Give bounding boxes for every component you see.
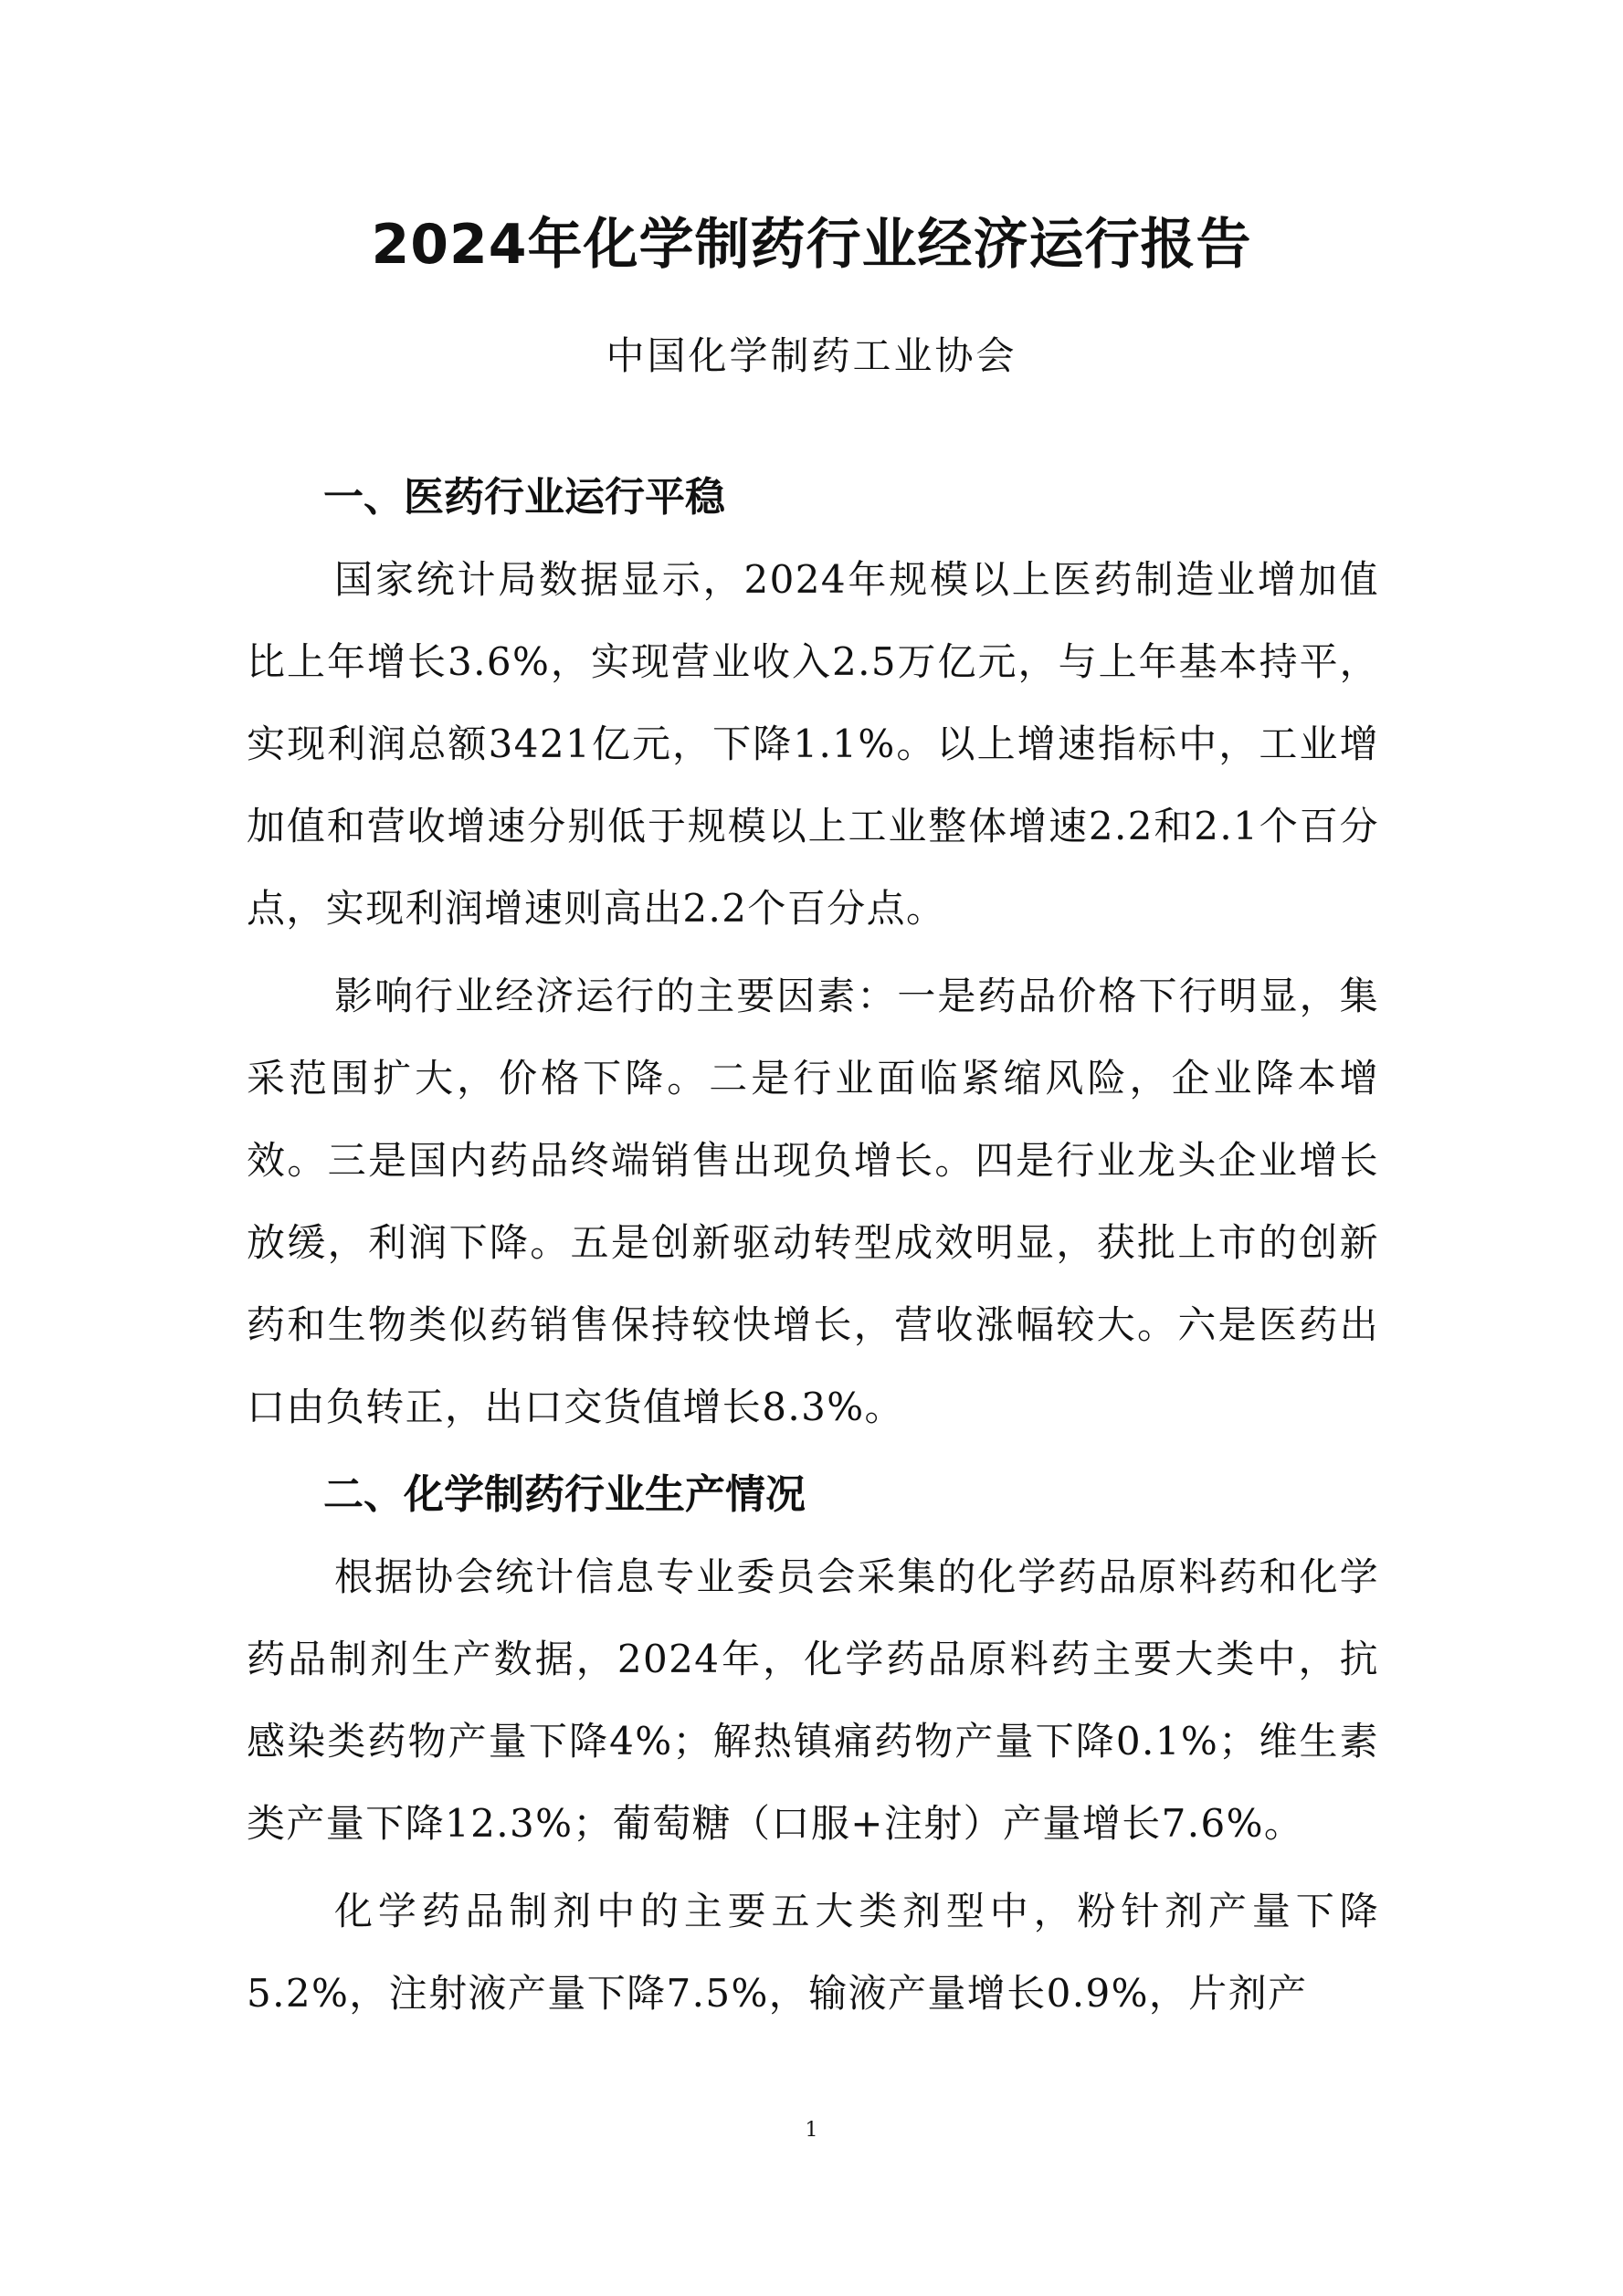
section-1-paragraph-1: 国家统计局数据显示，2024年规模以上医药制造业增加值比上年增长3.6%，实现营业收入2.5万亿元，与上年基本持平，实现利润总额3421亿元，下降1.1%。以上增速指标中，工业增加值和营收增速分别低于规模以上工业整体增速2.2和2.1个百分点，实现利润增速则高出2.2个百分点。 [247,557,1379,931]
page-number: 1 [805,2119,818,2142]
document-author: 中国化学制药工业协会 [606,333,1017,378]
section-2-paragraph-1: 根据协会统计信息专业委员会采集的化学药品原料药和化学药品制剂生产数据，2024年，化学药品原料药主要大类中，抗感染类药物产量下降4%；解热镇痛药物产量下降0.1%；维生素类产量下降12.3%；葡萄糖（口服+注射）产量增长7.6%。 [247,1554,1379,1846]
document-title: 2024年化学制药行业经济运行报告 [371,213,1252,277]
document-body [247,457,1379,2040]
section-1-paragraph-2: 影响行业经济运行的主要因素：一是药品价格下行明显，集采范围扩大，价格下降。二是行业面临紧缩风险，企业降本增效。三是国内药品终端销售出现负增长。四是行业龙头企业增长放缓，利润下降。五是创新驱动转型成效明显，获批上市的创新药和生物类似药销售保持较快增长，营收涨幅较大。六是医药出口由负转正，出口交货值增长8.3%。 [247,974,1379,1429]
section-heading-1: 一、医药行业运行平稳 [323,474,725,521]
section-2-paragraph-2: 化学药品制剂中的主要五大类剂型中，粉针剂产量下降5.2%，注射液产量下降7.5%，输液产量增长0.9%，片剂产 [247,1889,1379,2016]
section-heading-2: 二、化学制药行业生产情况 [323,1471,806,1518]
